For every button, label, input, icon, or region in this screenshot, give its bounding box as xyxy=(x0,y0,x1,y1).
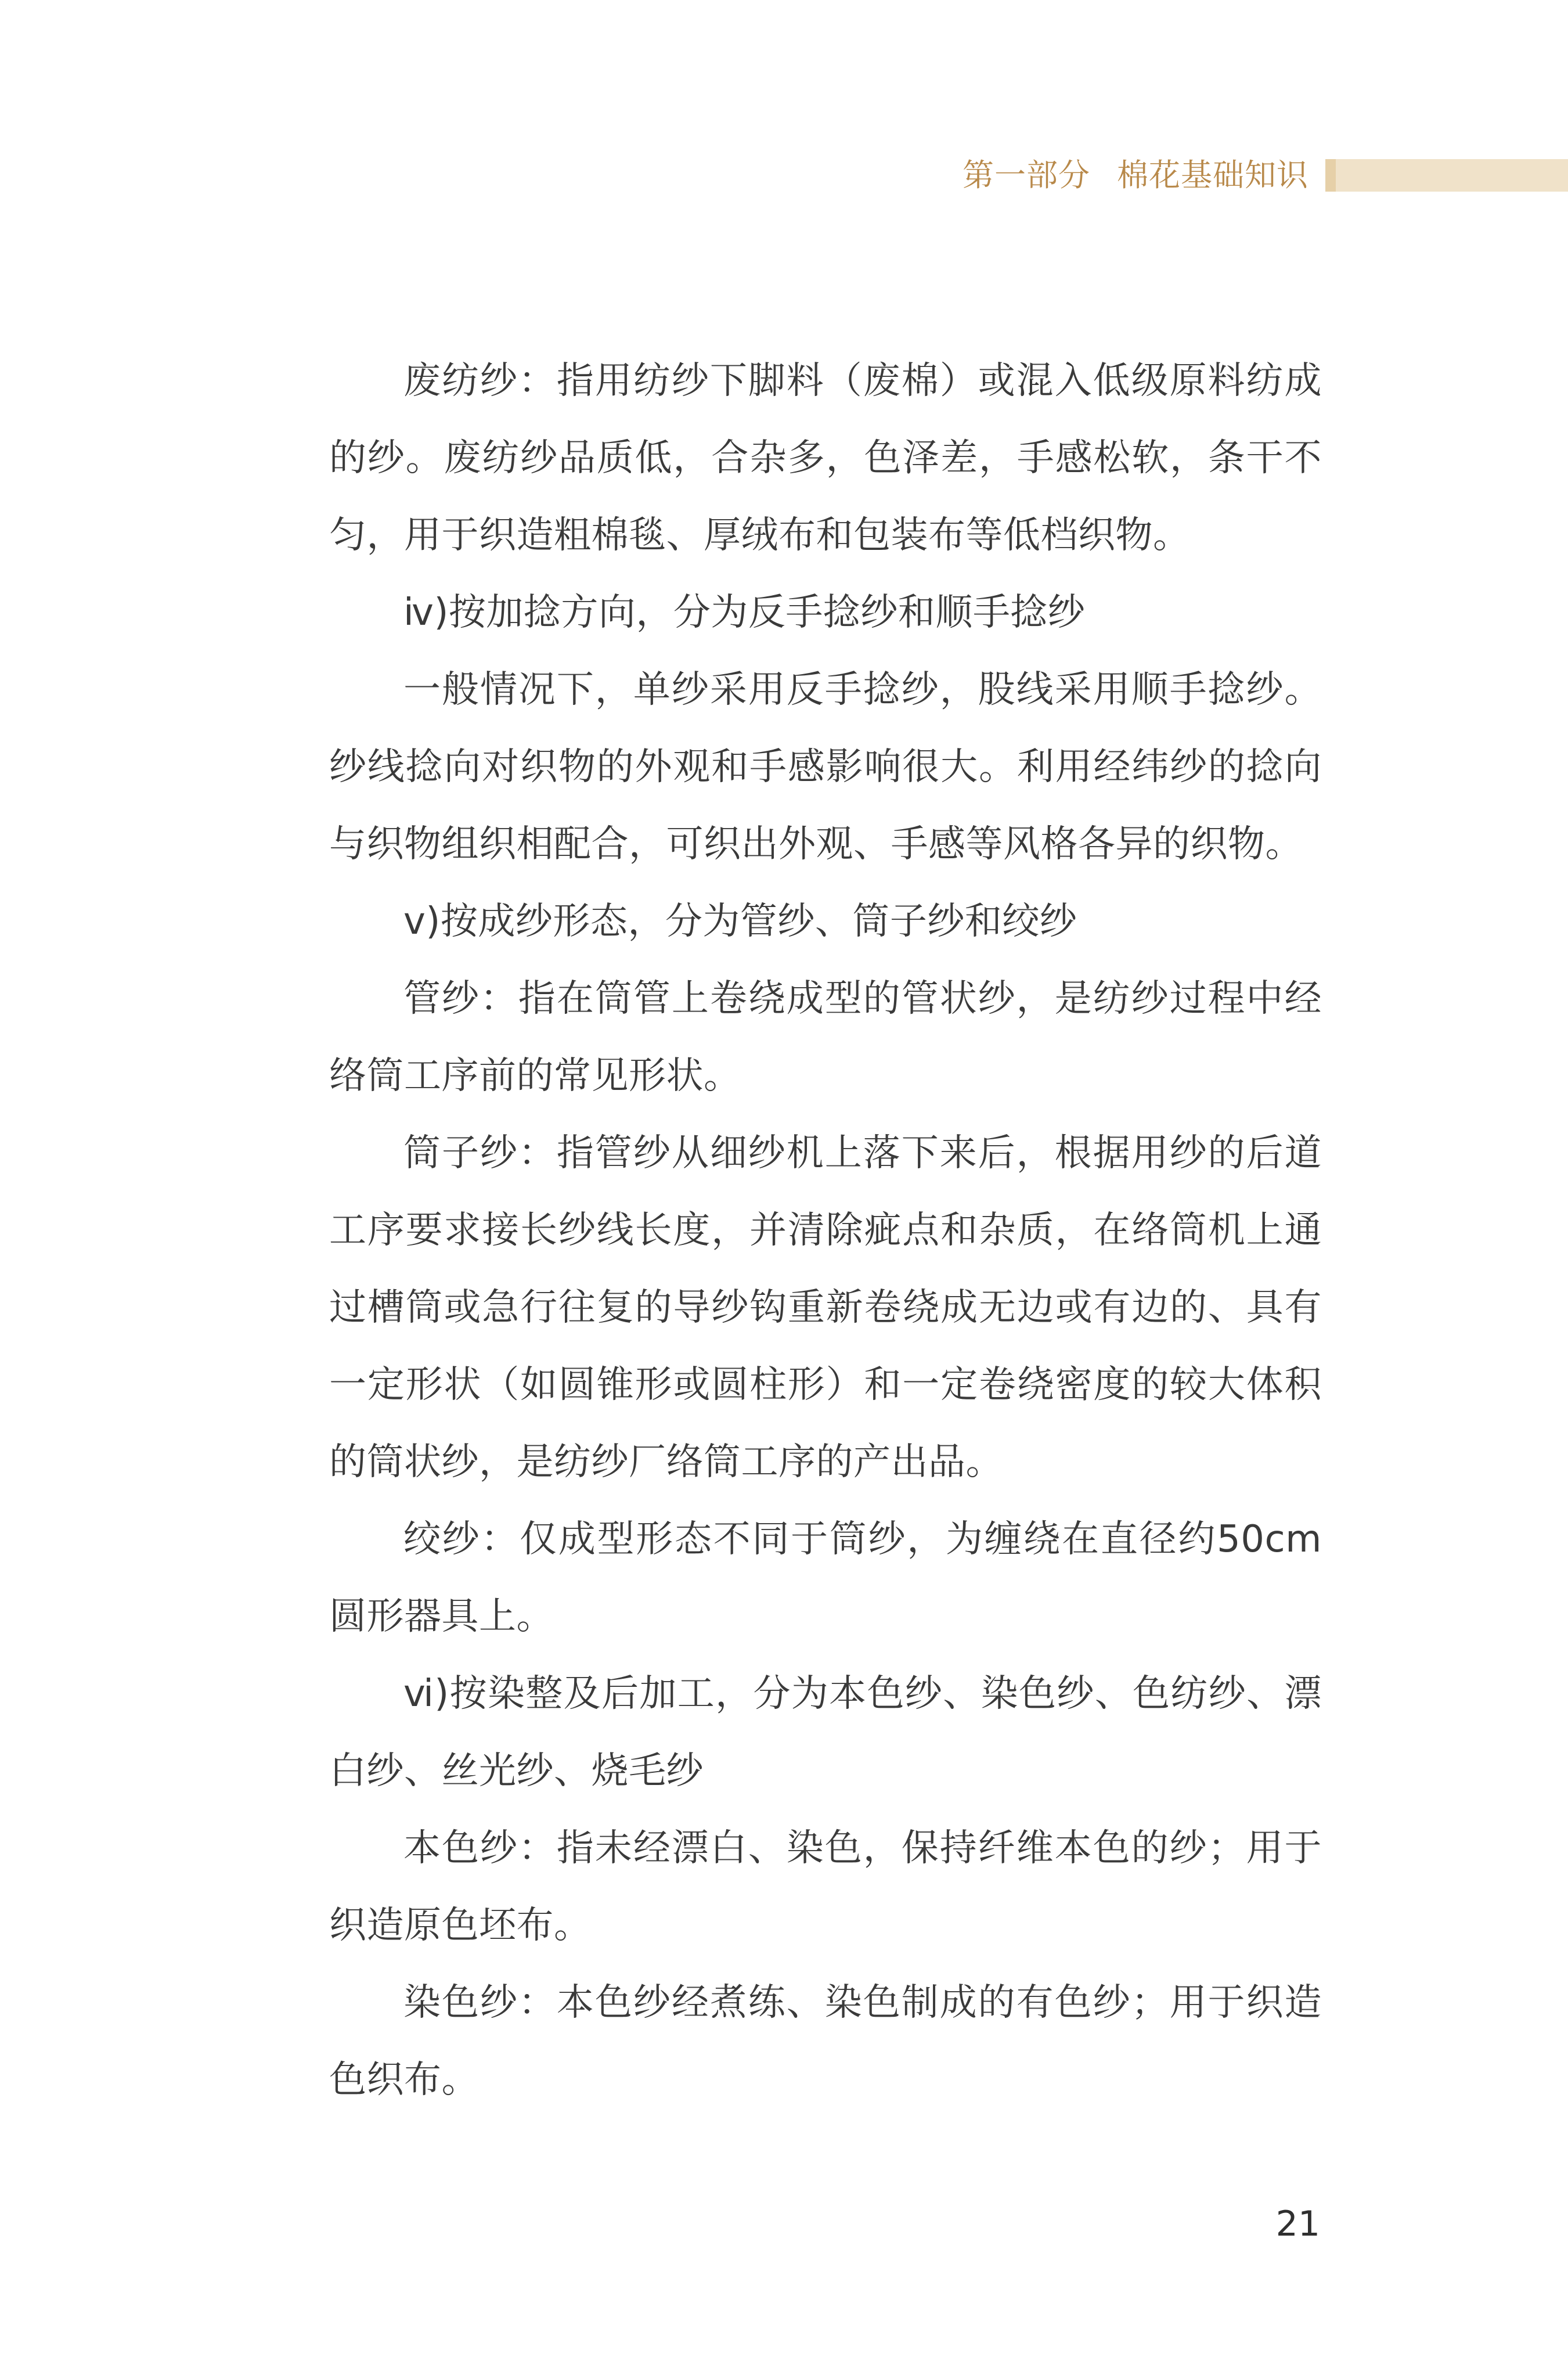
paragraph-hank-yarn: 绞纱：仅成型形态不同于筒纱，为缠绕在直径约50cm圆形器具上。 xyxy=(329,1518,1322,1638)
paragraph-cone-yarn: 筒子纱：指管纱从细纱机上落下来后，根据用纱的后道工序要求接长纱线长度，并清除疵点和杂质，在络筒机上通过槽筒或急行往复的导纱钩重新卷绕成无边或有边的、具有一定形状（如圆锥形或圆柱形）和一定卷绕密度的较大体积的筒状纱，是纺纱厂络筒工序的产出品。 xyxy=(329,1132,1322,1484)
paragraph-cop-yarn: 管纱：指在筒管上卷绕成型的管状纱，是纺纱过程中经络筒工序前的常见形状。 xyxy=(329,977,1322,1097)
body-text xyxy=(329,343,1322,2119)
paragraph-grey-yarn: 本色纱：指未经漂白、染色，保持纤维本色的纱；用于织造原色坯布。 xyxy=(329,1827,1322,1947)
paragraph-waste-yarn: 废纺纱：指用纺纱下脚料（废棉）或混入低级原料纺成的纱。废纺纱品质低，合杂多，色泽差，手感松软，条干不匀，用于织造粗棉毯、厚绒布和包装布等低档织物。 xyxy=(329,359,1322,557)
section-heading-twist-direction: ⅳ)按加捻方向，分为反手捻纱和顺手捻纱 xyxy=(403,591,1086,634)
chapter-header xyxy=(963,152,1309,199)
header-part: 第一部分 xyxy=(963,157,1090,193)
paragraph-dyed-yarn: 染色纱：本色纱经煮练、染色制成的有色纱；用于织造色织布。 xyxy=(329,1981,1322,2101)
header-decoration-bar xyxy=(1325,159,1568,192)
section-heading-finishing: ⅵ)按染整及后加工，分为本色纱、染色纱、色纺纱、漂白纱、丝光纱、烧毛纱 xyxy=(329,1672,1322,1793)
section-heading-yarn-form: ⅴ)按成纱形态，分为管纱、筒子纱和绞纱 xyxy=(403,900,1077,943)
running-header xyxy=(0,152,1568,199)
page-number: 21 xyxy=(1275,2204,1320,2244)
header-title: 棉花基础知识 xyxy=(1117,157,1309,193)
paragraph-twist-direction: 一般情况下，单纱采用反手捻纱，股线采用顺手捻纱。纱线捻向对织物的外观和手感影响很大。利用经纬纱的捻向与织物组织相配合，可织出外观、手感等风格各异的织物。 xyxy=(329,668,1322,866)
